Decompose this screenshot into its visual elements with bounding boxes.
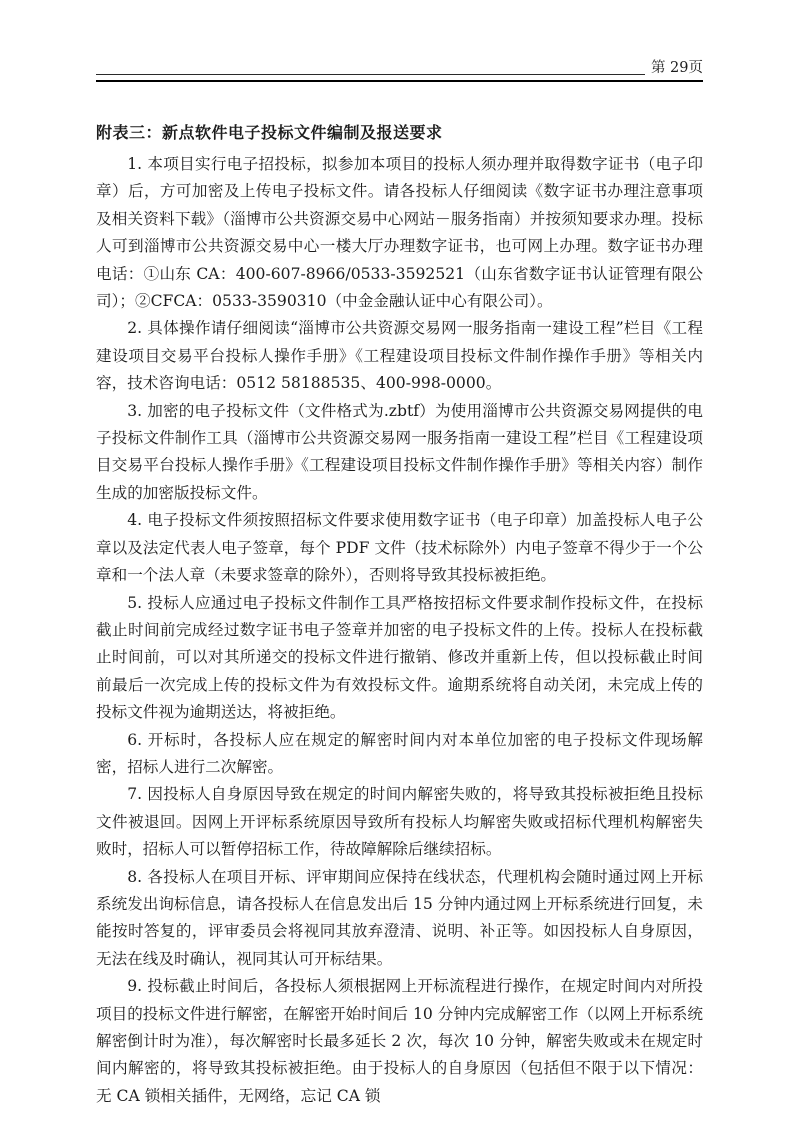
body-paragraph-5: 5. 投标人应通过电子投标文件制作工具严格按招标文件要求制作投标文件，在投标截止时间前完成经过数字证书电子签章并加密的电子投标文件的上传。投标人在投标截止时间前，可以对其所递交的投标文件进行撤销、修改并重新上传，但以投标截止时间前最后一次完成上传的投标文件为有效投标文件。逾期系统将自动关闭，未完成上传的投标文件视为逾期送达，将被拒绝。 [96, 593, 703, 722]
body-paragraph-3: 3. 加密的电子投标文件（文件格式为.zbtf）为使用淄博市公共资源交易网提供的电子投标文件制作工具（淄博市公共资源交易网一服务指南一建设工程”栏目《工程建设项目交易平台投标人操作手册》《工程建设项目投标文件制作操作手册》等相关内容）制作生成的加密版投标文件。 [96, 401, 703, 502]
body-paragraph-9: 9. 投标截止时间后，各投标人须根据网上开标流程进行操作，在规定时间内对所投项目的投标文件进行解密，在解密开始时间后 10 分钟内完成解密工作（以网上开标系统解密倒计时为准），每次解密时长最多延长 2 次，每次 10 分钟，解密失败或未在规定时间内解密的，将导致其投标被拒绝。由于投标人的自身原因（包括但不限于以下情况：无 CA 锁相关插件，无网络，忘记 CA 锁 [96, 977, 703, 1105]
body-paragraph-6: 6. 开标时，各投标人应在规定的解密时间内对本单位加密的电子投标文件现场解密，招标人进行二次解密。 [96, 730, 703, 776]
header-rule-thick [96, 80, 703, 82]
body-paragraph-2: 2. 具体操作请仔细阅读“淄博市公共资源交易网一服务指南一建设工程”栏目《工程建设项目交易平台投标人操作手册》《工程建设项目投标文件制作操作手册》等相关内容，技术咨询电话：0512 58188535、400-998-0000。 [96, 319, 703, 393]
header-rule-thin [96, 74, 645, 75]
page-header [96, 58, 703, 82]
document-body [96, 119, 703, 1110]
body-paragraph-1: 1. 本项目实行电子招投标，拟参加本项目的投标人须办理并取得数字证书（电子印章）后，方可加密及上传电子投标文件。请各投标人仔细阅读《数字证书办理注意事项及相关资料下载》（淄博市公共资源交易中心网站－服务指南）并按须知要求办理。投标人可到淄博市公共资源交易中心一楼大厅办理数字证书，也可网上办理。数字证书办理电话：①山东 CA：400-607-8966/0533-3592521（山东省数字证书认证管理有限公司）；②CFCA：0533-3590310（中金金融认证中心有限公司）。 [96, 155, 703, 311]
body-paragraph-7: 7. 因投标人自身原因导致在规定的时间内解密失败的，将导致其投标被拒绝且投标文件被退回。因网上开评标系统原因导致所有投标人均解密失败或招标代理机构解密失败时，招标人可以暂停招标工作，待故障解除后继续招标。 [96, 785, 703, 859]
body-paragraph-4: 4. 电子投标文件须按照招标文件要求使用数字证书（电子印章）加盖投标人电子公章以及法定代表人电子签章，每个 PDF 文件（技术标除外）内电子签章不得少于一个公章和一个法人章（未要求签章的除外），否则将导致其投标被拒绝。 [96, 511, 703, 585]
body-paragraph-8: 8. 各投标人在项目开标、评审期间应保持在线状态，代理机构会随时通过网上开标系统发出询标信息，请各投标人在信息发出后 15 分钟内通过网上开标系统进行回复，未能按时答复的，评审委员会将视同其放弃澄清、说明、补正等。如因投标人自身原因，无法在线及时确认，视同其认可开标结果。 [96, 867, 703, 968]
header-row [96, 58, 703, 78]
page-number: 第 29页 [650, 60, 703, 76]
document-title: 附表三：新点软件电子投标文件编制及报送要求 [96, 123, 443, 142]
